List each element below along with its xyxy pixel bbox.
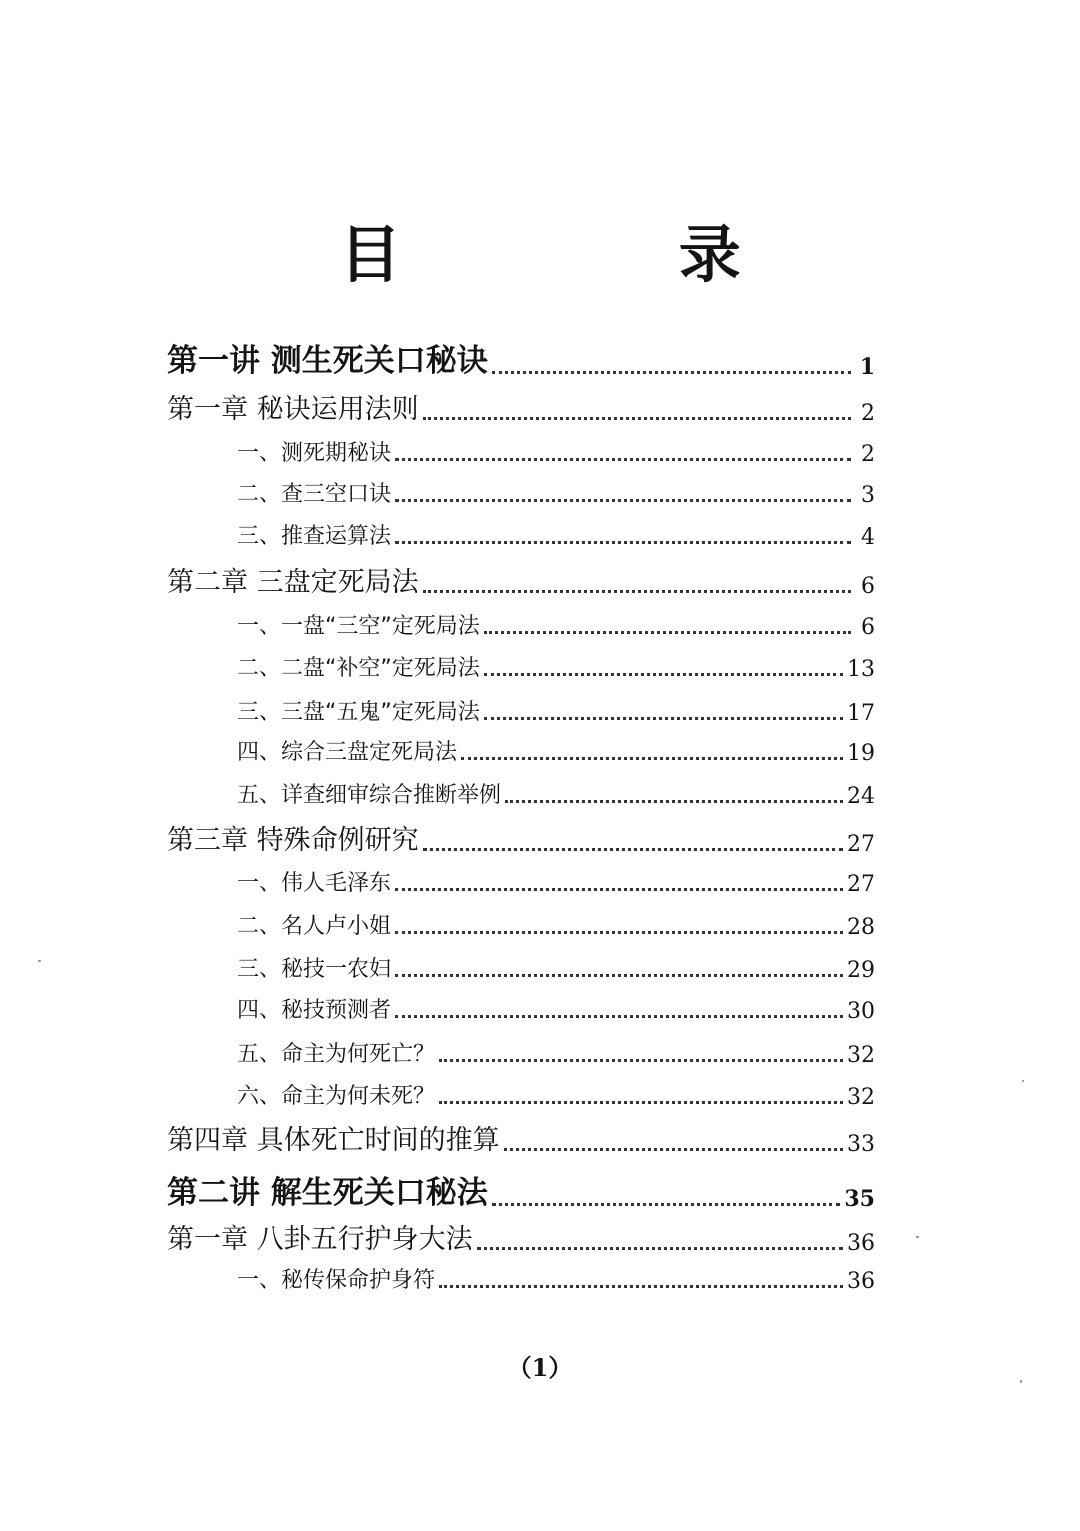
dot-leader (439, 1285, 843, 1288)
toc-entry-section (237, 1076, 875, 1110)
dot-leader (492, 1203, 841, 1206)
toc-entry-section (237, 863, 875, 897)
toc-entry-label: 三、三盘“五鬼”定死局法 (237, 700, 480, 725)
toc-entry-page: 27 (847, 872, 875, 897)
toc-entry-page: 2 (861, 401, 875, 426)
toc-entry-section (237, 648, 875, 682)
dot-leader (423, 848, 843, 851)
toc-entry-label: 二、二盘“补空”定死局法 (237, 656, 480, 681)
toc-entry-label: 一、秘传保命护身符 (237, 1268, 436, 1293)
toc-entry-page: 27 (847, 832, 875, 857)
toc-entry-page: 35 (844, 1186, 875, 1212)
toc-entry-label: 五、详查细审综合推断举例 (237, 783, 502, 808)
dot-leader (395, 974, 843, 977)
toc-entry-label: 第二章 三盘定死局法 (167, 567, 419, 598)
dot-leader (505, 800, 843, 803)
toc-entry-page: 30 (847, 999, 875, 1024)
toc-entry-section (237, 474, 875, 508)
toc-entry-section (237, 990, 875, 1024)
toc-entry-page: 32 (847, 1043, 875, 1068)
dot-leader (423, 417, 851, 420)
toc-entry-chapter (167, 1119, 875, 1157)
dot-leader (395, 888, 843, 891)
dot-leader (477, 1247, 843, 1250)
toc-entry-label: 三、推查运算法 (237, 524, 392, 549)
toc-entry-label: 五、命主为何死亡？ (237, 1042, 436, 1067)
toc-entry-page: 32 (847, 1085, 875, 1110)
scan-speck (1022, 1080, 1024, 1082)
toc-entry-page: 3 (861, 483, 875, 508)
toc-entry-section (237, 775, 875, 809)
toc-entry-page: 6 (861, 574, 875, 599)
toc-entry-section (237, 732, 875, 766)
toc-entry-section (237, 433, 875, 467)
toc-entry-page: 17 (847, 701, 875, 726)
dot-leader (423, 590, 851, 593)
scan-speck (1020, 1380, 1022, 1383)
toc-entry-page: 4 (861, 525, 875, 550)
toc-entry-label: 六、命主为何未死？ (237, 1084, 436, 1109)
toc-entry-label: 三、秘技一农妇 (237, 957, 392, 982)
toc-entry-label: 二、查三空口诀 (237, 482, 392, 507)
page-number: （1） (507, 1353, 573, 1382)
toc-entry-label: 一、一盘“三空”定死局法 (237, 614, 480, 639)
dot-leader (484, 673, 843, 676)
dot-leader (492, 371, 851, 374)
toc-entry-chapter (167, 561, 875, 599)
toc-entry-page: 19 (847, 741, 875, 766)
toc-entry-section (237, 949, 875, 983)
toc-entry-chapter (167, 819, 875, 857)
toc-entry-label: 第三章 特殊命例研究 (167, 825, 419, 856)
toc-entry-label: 二、名人卢小姐 (237, 914, 392, 939)
toc-entry-label: 四、秘技预测者 (237, 998, 392, 1023)
toc-entry-page: 36 (847, 1269, 875, 1294)
toc-entry-label: 第一章 秘诀运用法则 (167, 394, 419, 425)
toc-entry-page: 6 (861, 615, 875, 640)
toc-entry-page: 33 (847, 1132, 875, 1157)
dot-leader (484, 717, 843, 720)
toc-entry-label: 第四章 具体死亡时间的推算 (167, 1125, 500, 1156)
toc-entry-page: 1 (859, 354, 875, 380)
toc-entry-section (237, 516, 875, 550)
scan-speck (38, 960, 41, 962)
toc-entry-section (237, 1260, 875, 1294)
dot-leader (439, 1059, 843, 1062)
dot-leader (395, 458, 851, 461)
toc-entry-section (237, 692, 875, 726)
dot-leader (439, 1101, 843, 1104)
page-title: 目 录 (339, 218, 869, 291)
toc-entry-label: 第二讲 解生死关口秘法 (167, 1175, 488, 1211)
toc-entry-label: 第一章 八卦五行护身大法 (167, 1224, 473, 1255)
dot-leader (395, 1015, 843, 1018)
toc-entry-section (237, 1034, 875, 1068)
toc-entry-label: 第一讲 测生死关口秘诀 (167, 343, 488, 379)
dot-leader (395, 499, 851, 502)
dot-leader (484, 631, 851, 634)
toc-entry-lecture (167, 338, 875, 380)
toc-entry-chapter (167, 388, 875, 426)
dot-leader (461, 757, 843, 760)
toc-entry-label: 一、测死期秘诀 (237, 441, 392, 466)
dot-leader (395, 541, 851, 544)
toc-entry-page: 36 (847, 1231, 875, 1256)
toc-entry-page: 2 (861, 442, 875, 467)
dot-leader (504, 1148, 843, 1151)
dot-leader (395, 931, 843, 934)
toc-entry-label: 一、伟人毛泽东 (237, 871, 392, 896)
toc-entry-chapter (167, 1218, 875, 1256)
toc-entry-page: 13 (847, 657, 875, 682)
toc-entry-section (237, 906, 875, 940)
toc-entry-section (237, 606, 875, 640)
toc-entry-page: 29 (847, 958, 875, 983)
toc-entry-label: 四、综合三盘定死局法 (237, 740, 458, 765)
scan-speck (916, 1236, 919, 1238)
toc-entry-page: 24 (847, 784, 875, 809)
toc-entry-lecture (167, 1170, 875, 1212)
toc-entry-page: 28 (847, 915, 875, 940)
